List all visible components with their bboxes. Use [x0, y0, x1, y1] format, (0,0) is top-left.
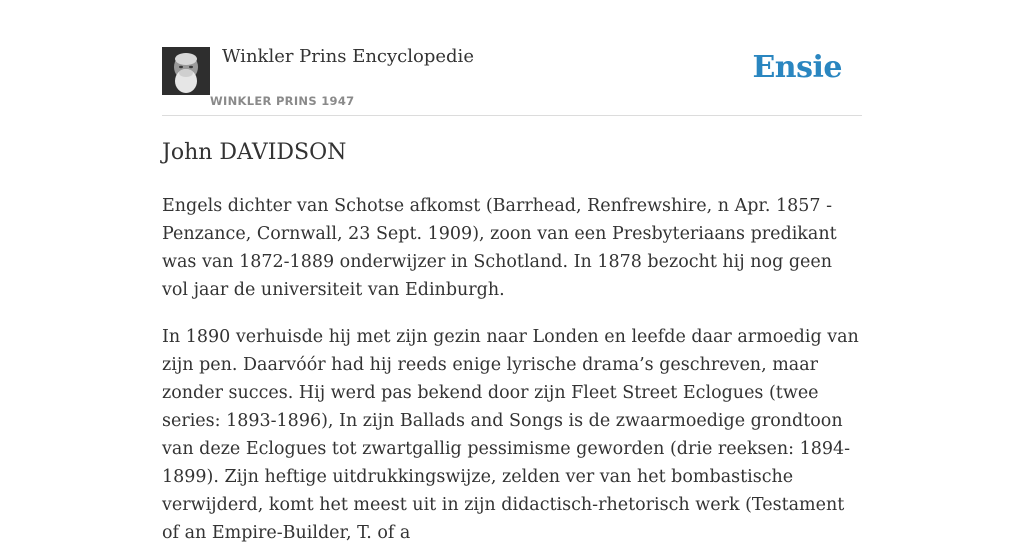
page-container — [162, 0, 862, 543]
ensie-logo[interactable]: Ensie — [752, 50, 842, 85]
article-title: John DAVIDSON — [162, 140, 347, 165]
publication-subtitle: WINKLER PRINS 1947 — [210, 94, 355, 108]
article-paragraph: Engels dichter van Schotse afkomst (Barrhead, Renfrewshire, n Apr. 1857 - Penzance, Cornwall, 23 Sept. 1909), zoon van een Presbyteriaans predikant was van 1872-1889 onderwijzer in Schotland. In 1878 bezocht hij nog geen vol jaar de universiteit van Edinburgh. — [162, 196, 837, 300]
article-paragraph: In 1890 verhuisde hij met zijn gezin naar Londen en leefde daar armoedig van zijn pen. Daarvóór had hij reeds enige lyrische drama’s geschreven, maar zonder succes. Hij werd pas bekend door zijn Fleet Street Eclogues (twee series: 1893-1896), In zijn Ballads and Songs is de zwaarmoedige grondtoon van deze Eclogues tot zwartgallig pessimisme geworden (drie reeksen: 1894-1899). Zijn heftige uitdrukkingswijze, zelden ver van het bombastische verwijderd, komt het meest uit in zijn didactisch-rhetorisch werk (Testament of an Empire-Builder, T. of a — [162, 327, 859, 543]
publication-header — [162, 0, 862, 116]
publication-title[interactable]: Winkler Prins Encyclopedie — [222, 46, 474, 67]
publication-avatar[interactable] — [162, 47, 210, 95]
portrait-image — [162, 47, 210, 95]
